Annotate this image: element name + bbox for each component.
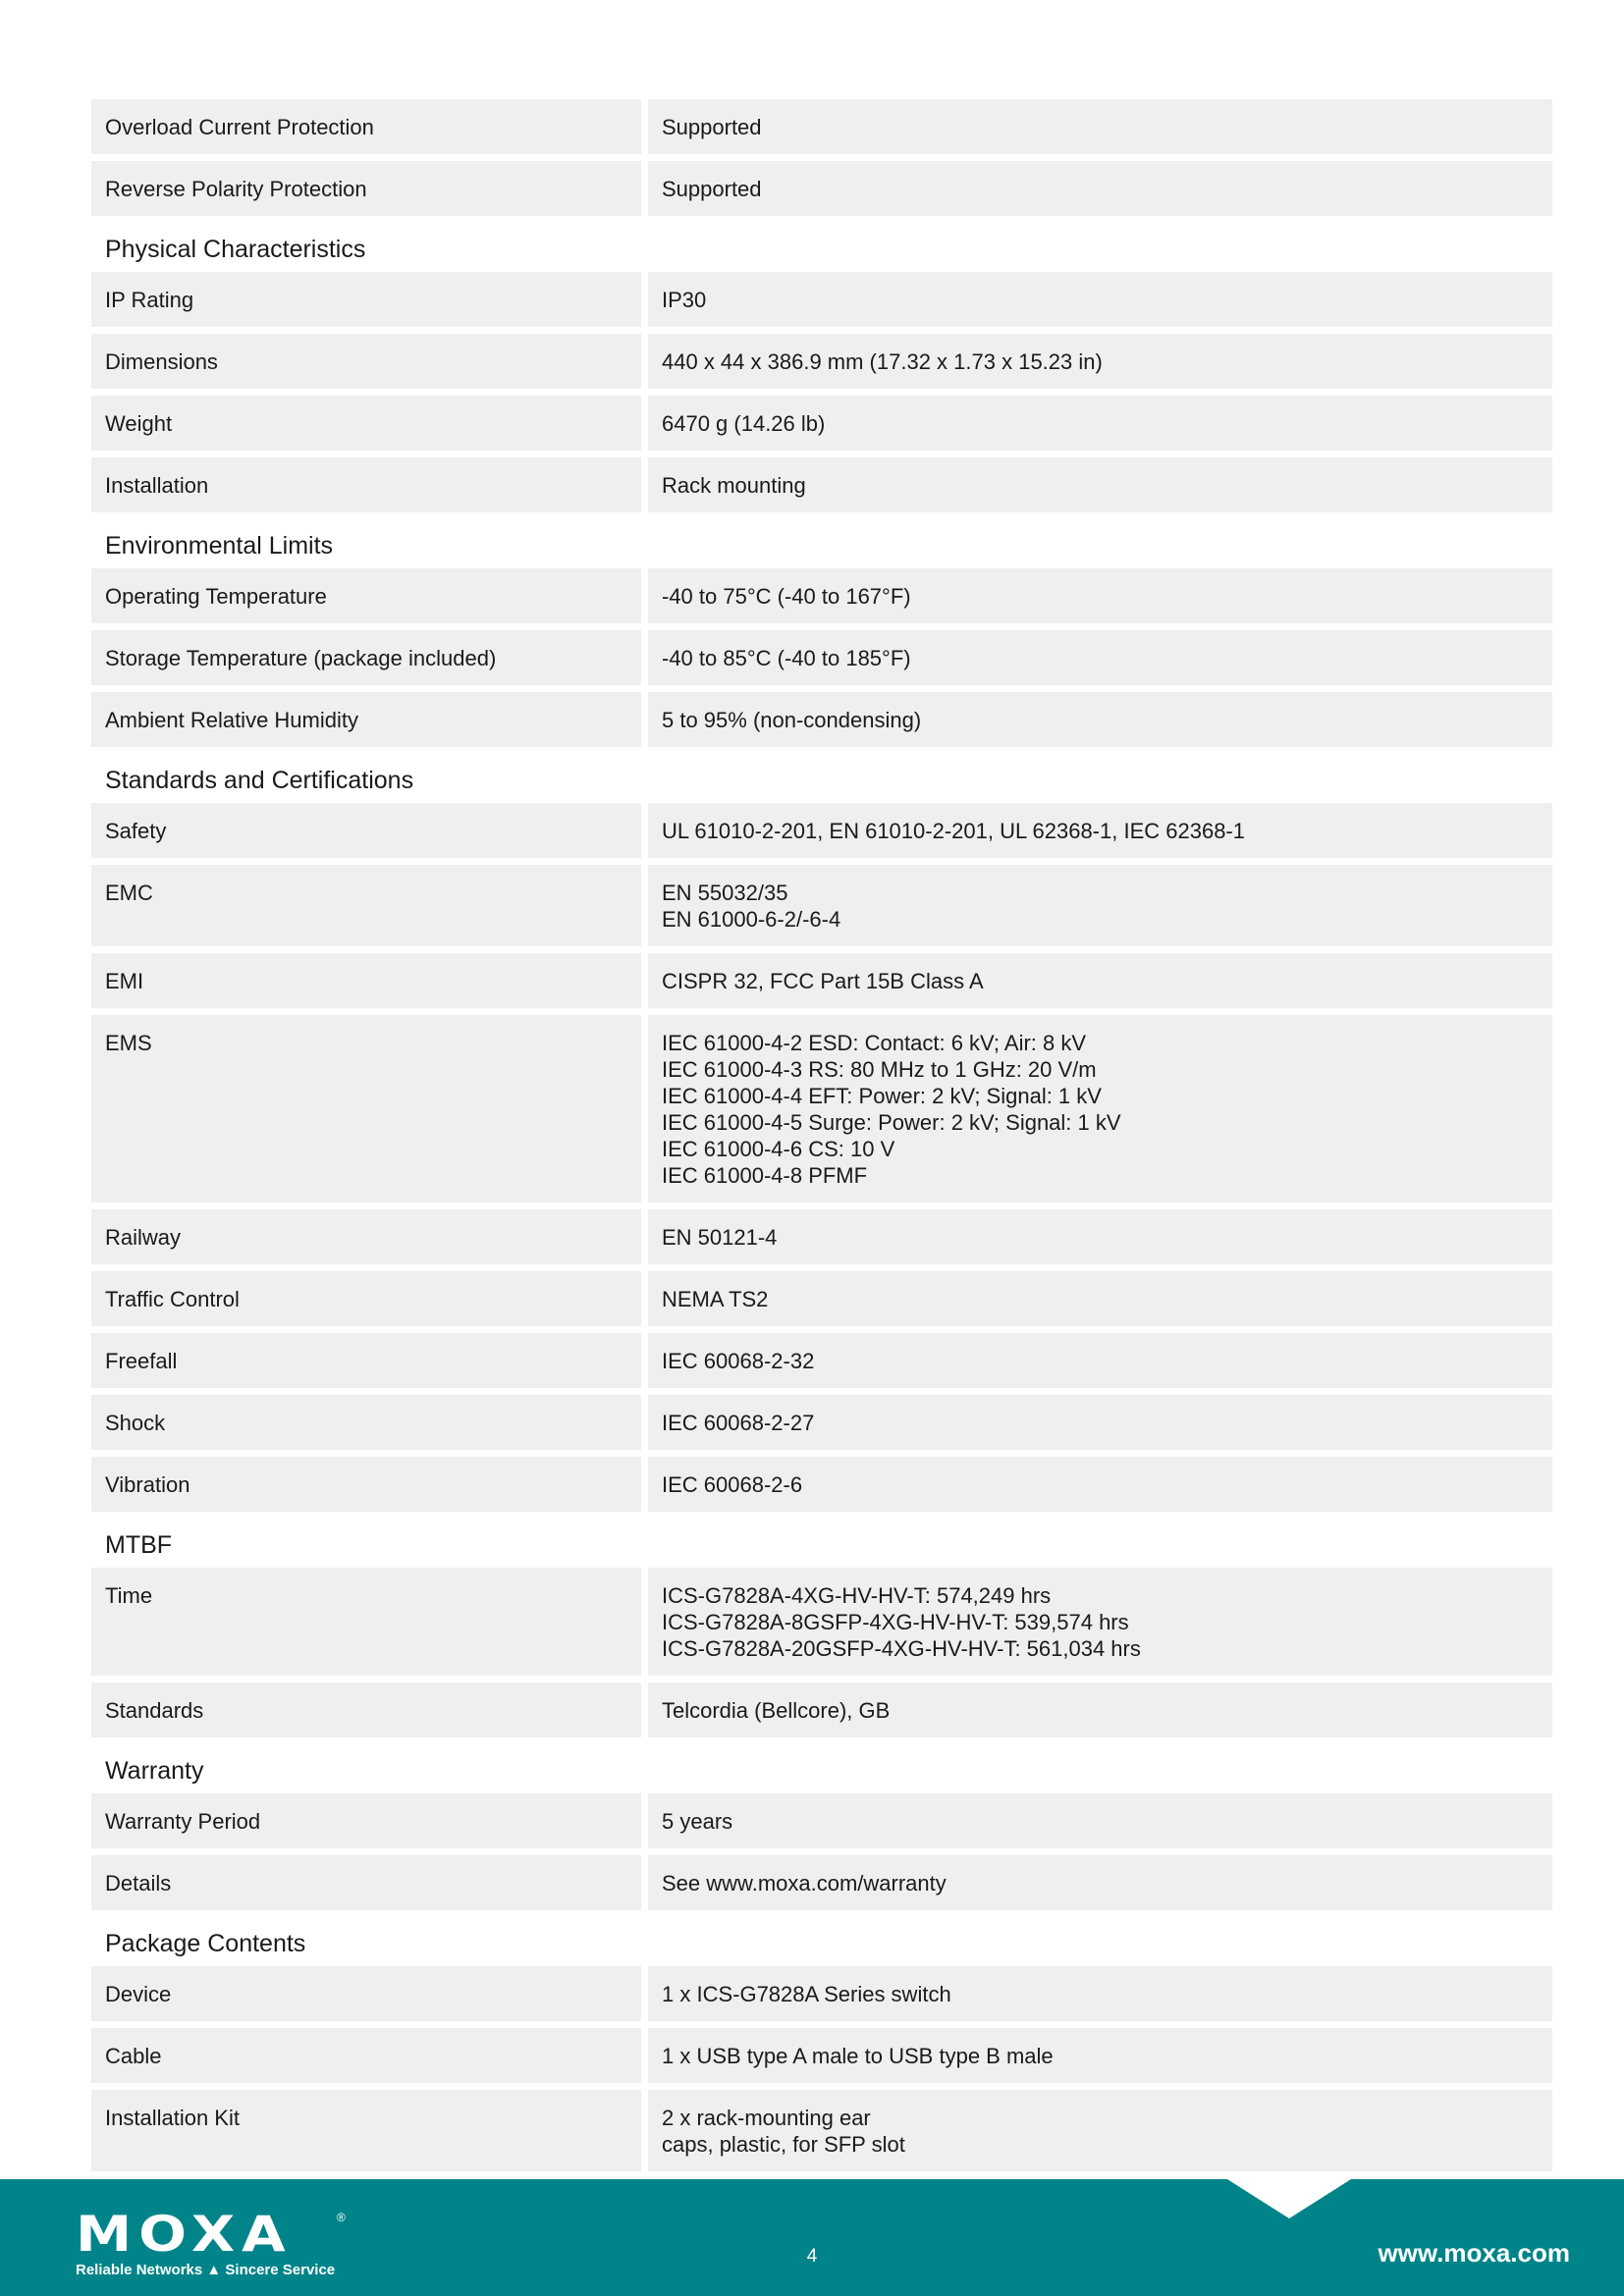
spec-row <box>91 396 1552 451</box>
spec-value-line: IEC 61000-4-5 Surge: Power: 2 kV; Signal: 1 kV <box>662 1110 1121 1135</box>
section-heading: Package Contents <box>105 1930 306 1957</box>
spec-row <box>91 334 1552 389</box>
spec-label: EMC <box>91 865 641 946</box>
spec-row <box>91 457 1552 512</box>
spec-label: Operating Temperature <box>91 568 641 623</box>
spec-row <box>91 1333 1552 1388</box>
spec-value <box>648 568 1552 623</box>
spec-label: Cable <box>91 2028 641 2083</box>
spec-value-line: 5 years <box>662 1809 733 1834</box>
spec-value-line: ICS-G7828A-20GSFP-4XG-HV-HV-T: 561,034 hrs <box>662 1636 1141 1661</box>
spec-value-line: 6470 g (14.26 lb) <box>662 411 826 436</box>
spec-value-line: IEC 61000-4-6 CS: 10 V <box>662 1137 895 1161</box>
spec-value-line: Supported <box>662 115 762 139</box>
spec-row <box>91 1793 1552 1848</box>
spec-value-line: Rack mounting <box>662 473 806 498</box>
section-heading: Warranty <box>105 1757 204 1785</box>
spec-value-line: caps, plastic, for SFP slot <box>662 2132 905 2157</box>
spec-label: Ambient Relative Humidity <box>91 692 641 747</box>
spec-value-line: -40 to 85°C (-40 to 185°F) <box>662 646 911 670</box>
spec-row <box>91 803 1552 858</box>
section-heading: MTBF <box>105 1531 173 1559</box>
spec-value-line: NEMA TS2 <box>662 1287 769 1311</box>
spec-label: Installation Kit <box>91 2090 641 2171</box>
spec-label: Time <box>91 1568 641 1676</box>
section-heading: Physical Characteristics <box>105 236 366 263</box>
spec-row <box>91 1271 1552 1326</box>
spec-row <box>91 568 1552 623</box>
spec-label: Safety <box>91 803 641 858</box>
spec-value-line: IEC 61000-4-4 EFT: Power: 2 kV; Signal: 1 kV <box>662 1084 1102 1108</box>
spec-row <box>91 1209 1552 1264</box>
spec-value <box>648 1209 1552 1264</box>
spec-row <box>91 1395 1552 1450</box>
spec-value-line: 2 x rack-mounting ear <box>662 2106 871 2130</box>
spec-row <box>91 161 1552 216</box>
spec-value-line: IEC 61000-4-3 RS: 80 MHz to 1 GHz: 20 V/m <box>662 1057 1097 1082</box>
website-link[interactable]: www.moxa.com <box>1378 2238 1570 2268</box>
spec-value <box>648 99 1552 154</box>
spec-value <box>648 1793 1552 1848</box>
spec-row <box>91 692 1552 747</box>
spec-row <box>91 1015 1552 1202</box>
spec-value-line: Telcordia (Bellcore), GB <box>662 1698 891 1723</box>
spec-value-line: UL 61010-2-201, EN 61010-2-201, UL 62368-1, IEC 62368-1 <box>662 819 1245 843</box>
spec-table <box>91 99 1552 2178</box>
spec-value <box>648 953 1552 1008</box>
spec-value <box>648 1015 1552 1202</box>
spec-row <box>91 865 1552 946</box>
spec-row <box>91 1457 1552 1512</box>
spec-value <box>648 1568 1552 1676</box>
spec-label: Installation <box>91 457 641 512</box>
spec-value <box>648 457 1552 512</box>
spec-value <box>648 1271 1552 1326</box>
spec-row <box>91 2028 1552 2083</box>
spec-value <box>648 692 1552 747</box>
spec-value-line: EN 50121-4 <box>662 1225 778 1250</box>
spec-label: EMI <box>91 953 641 1008</box>
spec-label: Device <box>91 1966 641 2021</box>
spec-value <box>648 161 1552 216</box>
spec-value-line: IEC 60068-2-6 <box>662 1472 803 1497</box>
spec-value-line: IEC 61000-4-8 PFMF <box>662 1163 868 1188</box>
spec-value <box>648 865 1552 946</box>
spec-value-line: IEC 60068-2-27 <box>662 1411 815 1435</box>
spec-label: Vibration <box>91 1457 641 1512</box>
spec-label: Warranty Period <box>91 1793 641 1848</box>
spec-value-line: -40 to 75°C (-40 to 167°F) <box>662 584 911 609</box>
spec-label: Freefall <box>91 1333 641 1388</box>
spec-value-line: IP30 <box>662 288 707 312</box>
spec-value-line: 440 x 44 x 386.9 mm (17.32 x 1.73 x 15.23 in) <box>662 349 1103 374</box>
section-heading: Environmental Limits <box>105 532 334 560</box>
logo-registered-mark: ® <box>337 2211 346 2224</box>
spec-value <box>648 630 1552 685</box>
spec-value <box>648 334 1552 389</box>
spec-value-line: ICS-G7828A-8GSFP-4XG-HV-HV-T: 539,574 hrs <box>662 1610 1129 1634</box>
spec-label: Overload Current Protection <box>91 99 641 154</box>
spec-value-line: 1 x ICS-G7828A Series switch <box>662 1982 951 2006</box>
spec-value-line: 1 x USB type A male to USB type B male <box>662 2044 1054 2068</box>
spec-value <box>648 1682 1552 1737</box>
spec-label: Dimensions <box>91 334 641 389</box>
spec-value-line: EN 61000-6-2/-6-4 <box>662 907 841 932</box>
spec-label: IP Rating <box>91 272 641 327</box>
spec-value <box>648 2090 1552 2171</box>
spec-value <box>648 1333 1552 1388</box>
spec-label: Details <box>91 1855 641 1910</box>
spec-value-line: ICS-G7828A-4XG-HV-HV-T: 574,249 hrs <box>662 1583 1052 1608</box>
spec-value <box>648 1966 1552 2021</box>
spec-row <box>91 99 1552 154</box>
spec-value-line: Supported <box>662 177 762 201</box>
spec-value-line: IEC 60068-2-32 <box>662 1349 815 1373</box>
spec-label: Traffic Control <box>91 1271 641 1326</box>
spec-value <box>648 803 1552 858</box>
spec-label: Railway <box>91 1209 641 1264</box>
spec-value-line: EN 55032/35 <box>662 881 788 905</box>
spec-row <box>91 1855 1552 1910</box>
spec-row <box>91 1966 1552 2021</box>
spec-value <box>648 272 1552 327</box>
spec-value-line: CISPR 32, FCC Part 15B Class A <box>662 969 984 993</box>
section-heading: Standards and Certifications <box>105 767 414 794</box>
spec-label: Reverse Polarity Protection <box>91 161 641 216</box>
spec-value <box>648 1457 1552 1512</box>
spec-row <box>91 953 1552 1008</box>
spec-value <box>648 396 1552 451</box>
spec-row <box>91 1682 1552 1737</box>
spec-value-line: IEC 61000-4-2 ESD: Contact: 6 kV; Air: 8 kV <box>662 1031 1087 1055</box>
spec-value <box>648 1855 1552 1910</box>
moxa-logo <box>76 2206 346 2278</box>
page-number: 4 <box>806 2246 818 2267</box>
logo-wordmark: MOXA <box>76 2206 293 2263</box>
spec-row <box>91 1568 1552 1676</box>
footer-notch <box>1227 2179 1351 2218</box>
spec-label: Storage Temperature (package included) <box>91 630 641 685</box>
spec-row <box>91 2090 1552 2171</box>
logo-tagline: Reliable Networks ▲ Sincere Service <box>76 2262 336 2278</box>
spec-value <box>648 2028 1552 2083</box>
spec-label: EMS <box>91 1015 641 1202</box>
spec-row <box>91 630 1552 685</box>
spec-row <box>91 272 1552 327</box>
spec-value-line: See www.moxa.com/warranty <box>662 1871 947 1896</box>
spec-label: Weight <box>91 396 641 451</box>
spec-value-line: 5 to 95% (non-condensing) <box>662 708 922 732</box>
spec-label: Standards <box>91 1682 641 1737</box>
spec-label: Shock <box>91 1395 641 1450</box>
spec-value <box>648 1395 1552 1450</box>
